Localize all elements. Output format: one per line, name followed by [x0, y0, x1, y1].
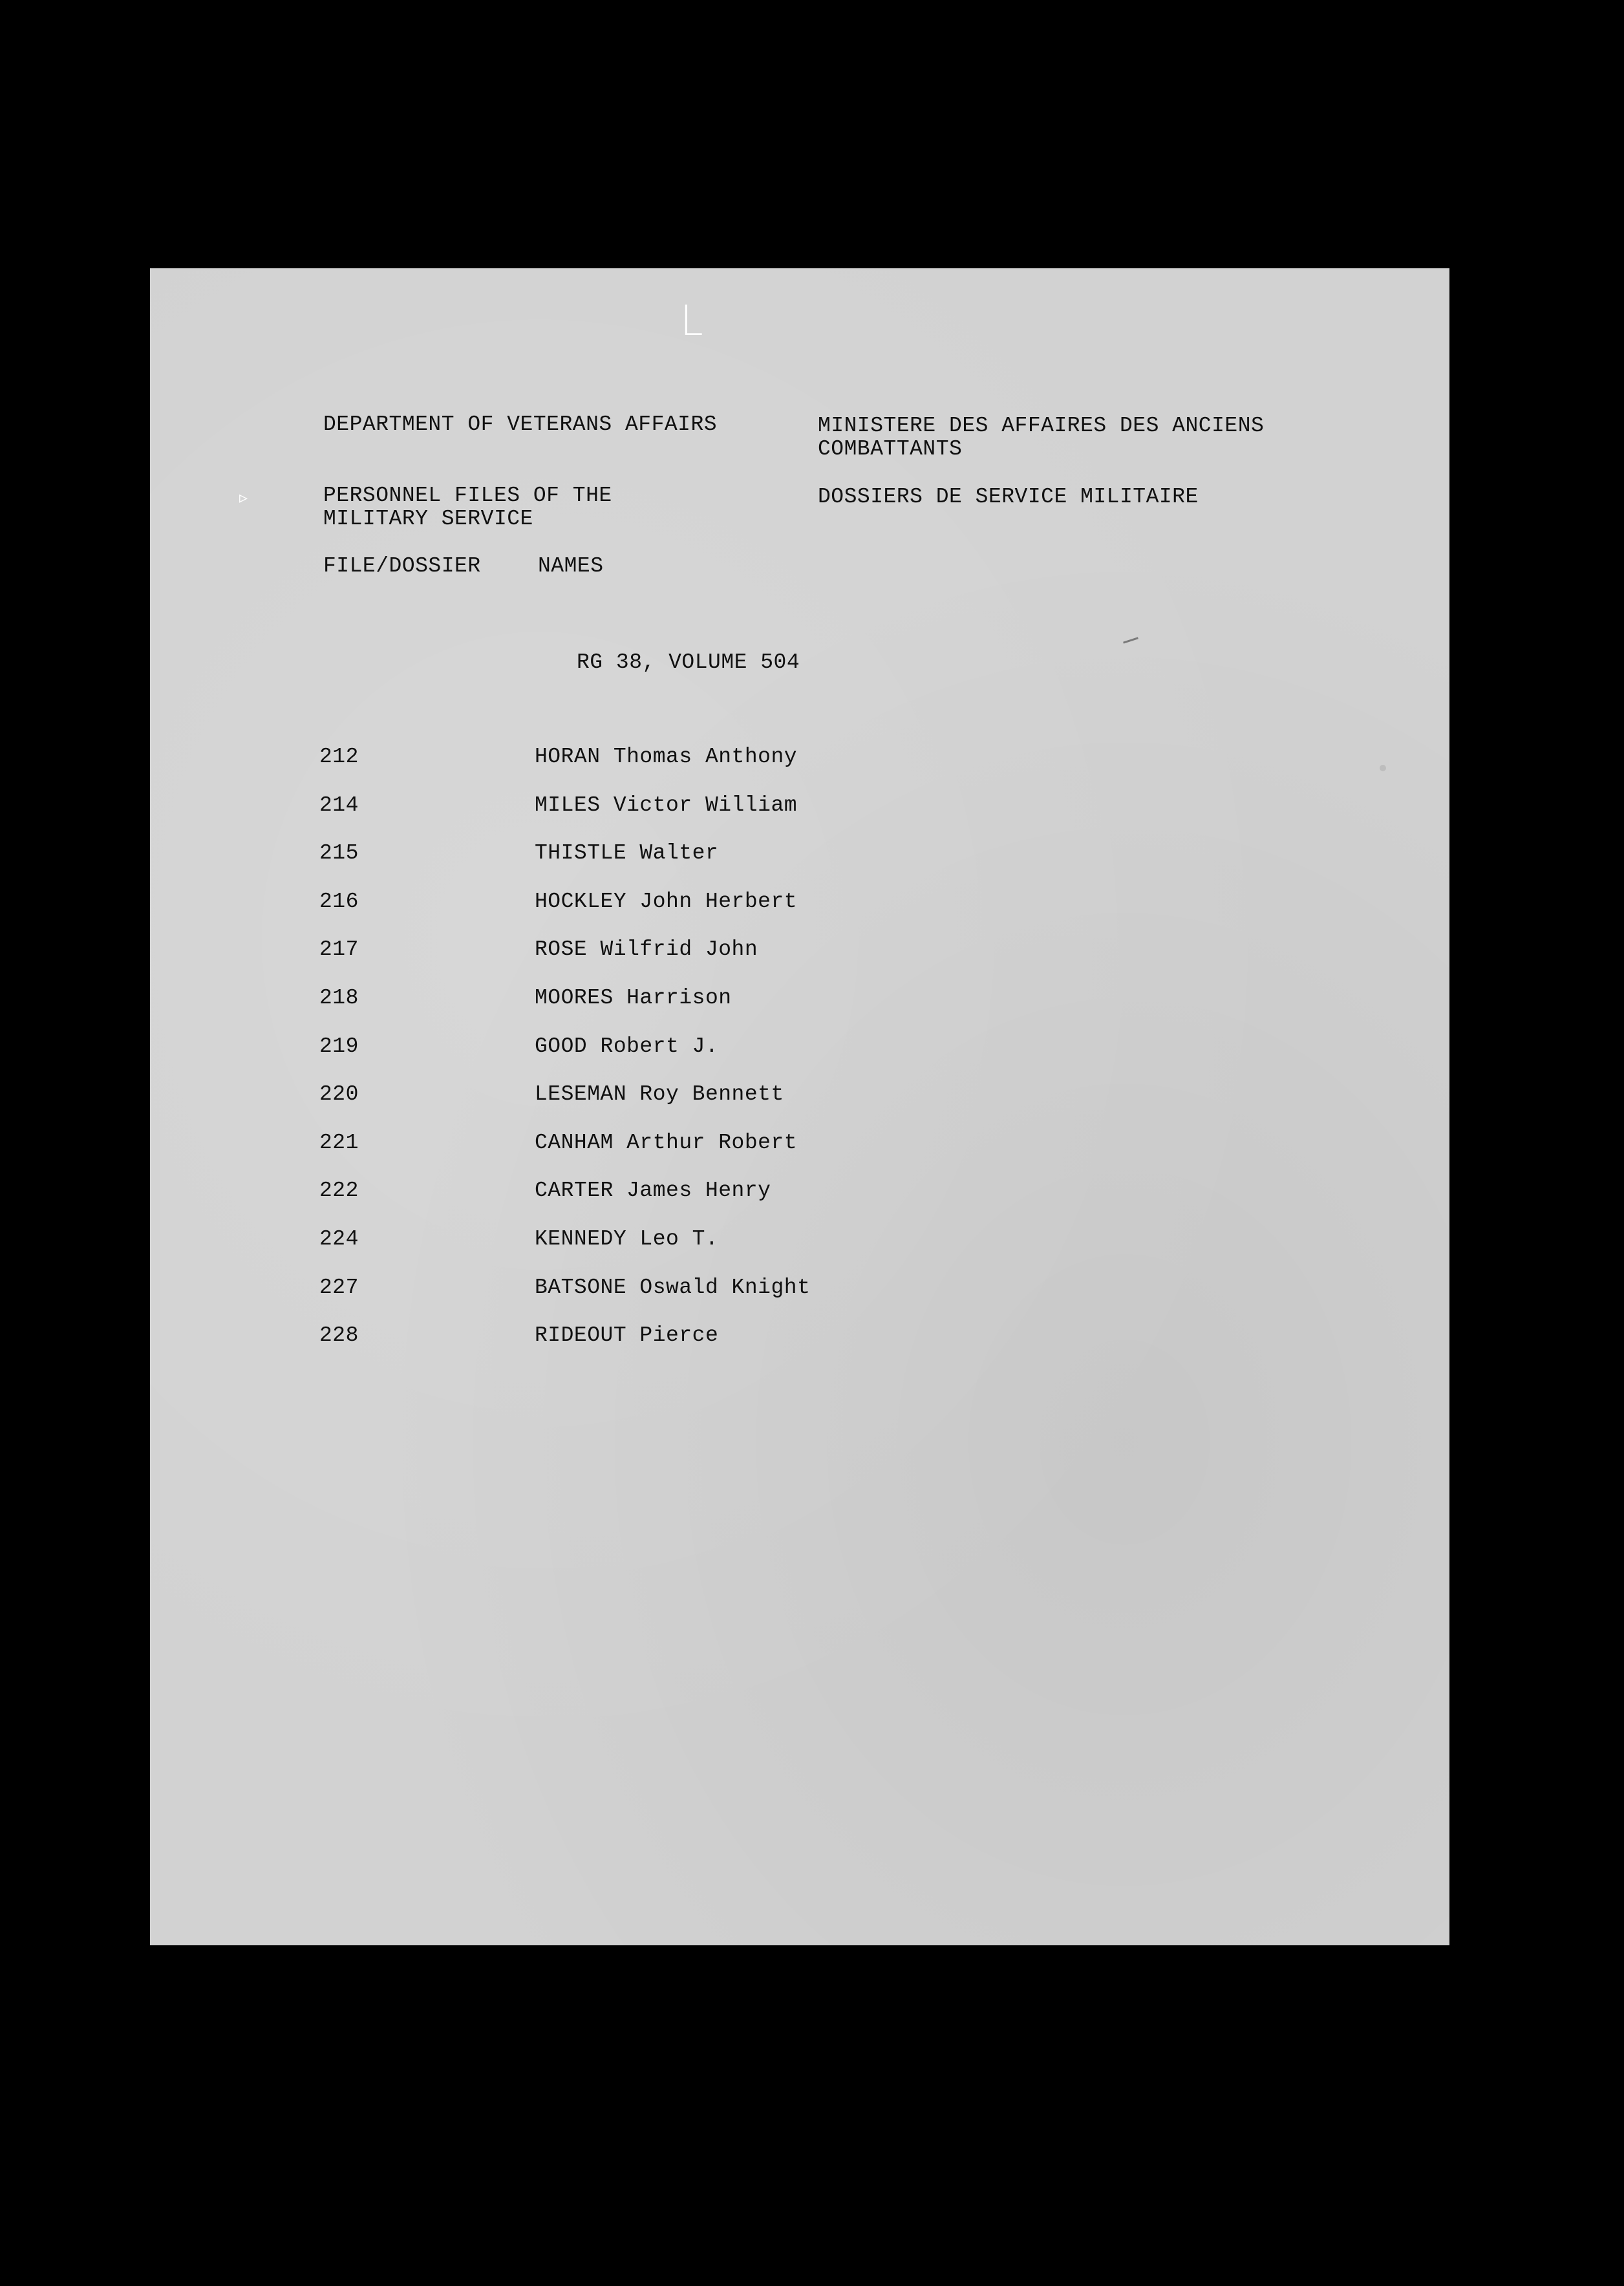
scan-speck [1380, 765, 1386, 771]
list-item [319, 1324, 966, 1373]
department-title-fr-line2: COMBATTANTS [818, 437, 963, 461]
list-item [319, 1083, 966, 1131]
person-name: ROSE Wilfrid John [535, 937, 758, 962]
volume-reference: RG 38, VOLUME 504 [577, 650, 800, 674]
department-title-fr [818, 414, 1264, 461]
series-title-en-line1: PERSONNEL FILES OF THE [323, 484, 612, 507]
person-name: LESEMAN Roy Bennett [535, 1082, 784, 1107]
list-item [319, 1035, 966, 1084]
file-number: 221 [319, 1130, 359, 1155]
person-name: HORAN Thomas Anthony [535, 745, 798, 769]
person-name: GOOD Robert J. [535, 1034, 719, 1058]
list-item [319, 890, 966, 939]
file-number: 216 [319, 889, 359, 913]
file-number: 224 [319, 1226, 359, 1251]
person-name: CARTER James Henry [535, 1179, 771, 1203]
file-number: 220 [319, 1082, 359, 1107]
punch-mark-icon: ▹ [239, 488, 248, 507]
file-number: 215 [319, 841, 359, 866]
list-item [319, 938, 966, 987]
person-name: RIDEOUT Pierce [535, 1323, 719, 1348]
list-item [319, 987, 966, 1035]
list-item [319, 745, 966, 794]
department-title-fr-line1: MINISTERE DES AFFAIRES DES ANCIENS [818, 414, 1265, 438]
list-item [319, 794, 966, 842]
person-name: BATSONE Oswald Knight [535, 1275, 811, 1299]
department-title-en: DEPARTMENT OF VETERANS AFFAIRS [323, 412, 718, 436]
person-name: MILES Victor William [535, 793, 798, 817]
column-header-names: NAMES [538, 554, 604, 578]
file-number: 219 [319, 1034, 359, 1058]
series-title-en [323, 484, 612, 531]
file-number: 217 [319, 937, 359, 962]
person-name: KENNEDY Leo T. [535, 1226, 719, 1251]
file-number: 212 [319, 745, 359, 769]
file-number: 214 [319, 793, 359, 817]
person-name: HOCKLEY John Herbert [535, 889, 798, 913]
document-page [150, 268, 1449, 1945]
person-name: MOORES Harrison [535, 985, 732, 1010]
file-number: 222 [319, 1179, 359, 1203]
file-number: 228 [319, 1323, 359, 1348]
handwritten-mark: L [680, 297, 703, 345]
list-item [319, 1179, 966, 1228]
series-title-en-line2: MILITARY SERVICE [323, 507, 533, 531]
series-title-fr: DOSSIERS DE SERVICE MILITAIRE [818, 485, 1199, 509]
list-item [319, 1276, 966, 1325]
person-name: THISTLE Walter [535, 841, 719, 866]
list-item [319, 842, 966, 890]
records-list [319, 745, 966, 1373]
list-item [319, 1228, 966, 1276]
column-header-file: FILE/DOSSIER [323, 554, 481, 578]
list-item [319, 1131, 966, 1180]
file-number: 218 [319, 985, 359, 1010]
person-name: CANHAM Arthur Robert [535, 1130, 798, 1155]
file-number: 227 [319, 1275, 359, 1299]
scan-speck [1123, 637, 1138, 643]
